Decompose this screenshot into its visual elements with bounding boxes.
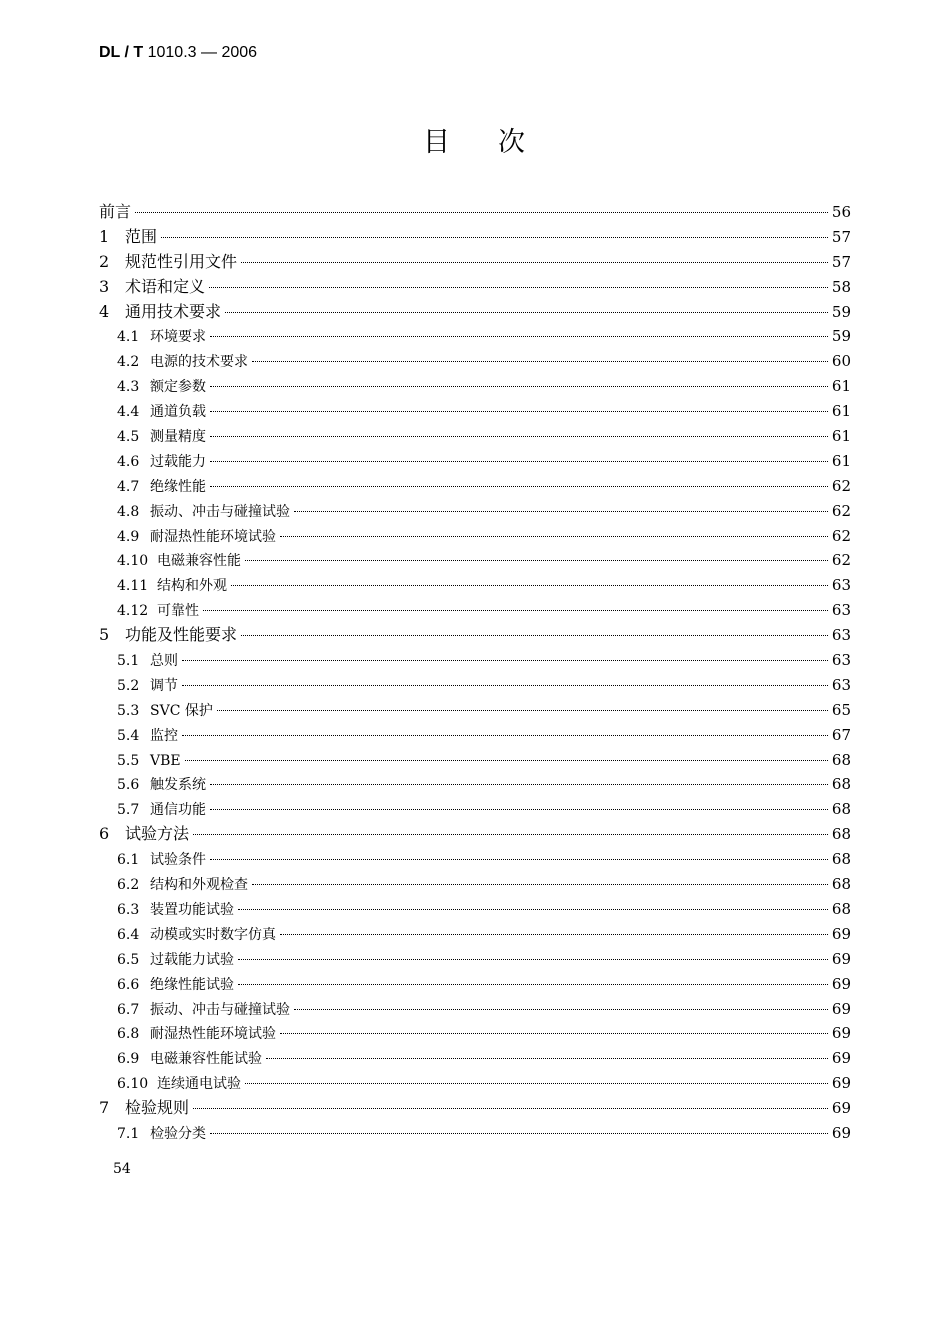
toc-entry-page: 68: [831, 899, 851, 918]
toc-entry-label: 监控: [150, 727, 178, 744]
toc-entry-label: 过载能力试验: [150, 951, 234, 968]
toc-entry-page: 57: [831, 252, 851, 271]
toc-dot-leader: [210, 386, 828, 387]
toc-entry-page: 60: [831, 352, 851, 371]
toc-entry-number: 7: [99, 1098, 110, 1118]
toc-entry[interactable]: [99, 1021, 851, 1046]
toc-entry-label: 连续通电试验: [157, 1076, 241, 1093]
toc-entry-page: 61: [831, 402, 851, 421]
toc-entry[interactable]: [99, 598, 851, 623]
toc-entry-label: SVC 保护: [150, 702, 213, 719]
toc-dot-leader: [161, 237, 828, 238]
toc-entry[interactable]: [99, 698, 851, 723]
toc-entry[interactable]: [99, 947, 851, 972]
toc-entry-page: 62: [831, 526, 851, 545]
toc-dot-leader: [252, 884, 828, 885]
toc-entry-page: 63: [831, 651, 851, 670]
toc-entry[interactable]: [99, 648, 851, 673]
toc-entry[interactable]: [99, 573, 851, 598]
page-title-char-1: 目: [423, 127, 452, 158]
toc-dot-leader: [210, 1133, 828, 1134]
toc-entry-page: 69: [831, 1123, 851, 1142]
toc-entry-number: 6.7: [117, 1001, 140, 1018]
toc-entry[interactable]: [99, 474, 851, 499]
toc-dot-leader: [238, 909, 828, 910]
toc-entry[interactable]: [99, 275, 851, 300]
toc-entry[interactable]: [99, 300, 851, 325]
toc-entry-label: 绝缘性能试验: [150, 976, 234, 993]
toc-entry-label: 耐湿热性能环境试验: [150, 1026, 276, 1043]
toc-entry[interactable]: [99, 623, 851, 648]
toc-entry-number: 6.8: [117, 1026, 140, 1043]
toc-entry[interactable]: [99, 772, 851, 797]
page-title: [0, 120, 950, 159]
toc-entry-number: 5.5: [117, 752, 140, 769]
toc-entry[interactable]: [99, 1121, 851, 1146]
toc-dot-leader: [185, 760, 828, 761]
toc-entry-number: 5.4: [117, 727, 140, 744]
toc-entry-page: 68: [831, 875, 851, 894]
toc-dot-leader: [210, 859, 828, 860]
toc-entry-number: 6.9: [117, 1051, 140, 1068]
toc-entry[interactable]: [99, 997, 851, 1022]
toc-entry-page: 56: [831, 203, 851, 221]
toc-entry-number: 4.4: [117, 404, 140, 421]
toc-entry-label: 通道负载: [150, 404, 206, 421]
toc-entry-number: 6.1: [117, 852, 140, 869]
toc-entry-page: 68: [831, 850, 851, 869]
toc-entry-number: 6: [99, 824, 110, 844]
toc-entry-label: 规范性引用文件: [125, 251, 238, 271]
toc-dot-leader: [182, 660, 828, 661]
toc-entry-number: 4.7: [117, 478, 140, 495]
toc-entry-number: 3: [99, 276, 110, 296]
toc-dot-leader: [294, 1009, 828, 1010]
toc-entry-page: 61: [831, 377, 851, 396]
toc-entry-page: 63: [831, 576, 851, 595]
toc-entry-label: 范围: [125, 226, 158, 246]
toc-entry[interactable]: [99, 250, 851, 275]
toc-entry-number: 7.1: [117, 1125, 140, 1142]
toc-entry-number: 5.7: [117, 802, 140, 819]
toc-entry-number: 4.1: [117, 329, 140, 346]
toc-entry-number: 6.6: [117, 976, 140, 993]
toc-entry-page: 68: [831, 800, 851, 819]
toc-entry[interactable]: [99, 822, 851, 847]
toc-dot-leader: [294, 511, 828, 512]
toc-entry-page: 59: [831, 302, 851, 321]
toc-entry-label: 环境要求: [150, 329, 206, 346]
toc-entry-page: 62: [831, 476, 851, 495]
table-of-contents: [99, 200, 851, 1146]
toc-entry-page: 57: [831, 227, 851, 246]
toc-entry-page: 69: [831, 1074, 851, 1093]
toc-dot-leader: [241, 262, 828, 263]
toc-entry[interactable]: [99, 399, 851, 424]
toc-dot-leader: [241, 635, 828, 636]
toc-entry[interactable]: [99, 1071, 851, 1096]
toc-entry-number: 6.10: [117, 1076, 149, 1093]
toc-entry-number: 4.6: [117, 453, 140, 470]
toc-entry-label: 通用技术要求: [125, 301, 222, 321]
toc-entry[interactable]: [99, 1096, 851, 1121]
toc-entry-label: 装置功能试验: [150, 901, 234, 918]
toc-dot-leader: [203, 610, 828, 611]
page-title-char-2: 次: [498, 127, 527, 158]
toc-dot-leader: [231, 585, 828, 586]
toc-entry-page: 65: [831, 700, 851, 719]
toc-entry[interactable]: [99, 324, 851, 349]
toc-entry-page: 69: [831, 1099, 851, 1118]
toc-entry-number: 6.5: [117, 951, 140, 968]
toc-dot-leader: [193, 834, 828, 835]
toc-entry-label: 通信功能: [150, 802, 206, 819]
toc-dot-leader: [280, 536, 828, 537]
toc-entry-label: 耐湿热性能环境试验: [150, 528, 276, 545]
toc-entry-number: 4: [99, 301, 110, 321]
toc-entry-number: 5: [99, 625, 110, 645]
toc-entry[interactable]: [99, 922, 851, 947]
toc-entry[interactable]: [99, 723, 851, 748]
toc-entry[interactable]: [99, 349, 851, 374]
toc-entry-page: 69: [831, 974, 851, 993]
toc-entry-page: 69: [831, 924, 851, 943]
toc-dot-leader: [135, 212, 828, 213]
toc-entry-label: 前言: [99, 202, 132, 221]
toc-entry-label: 调节: [150, 677, 178, 694]
toc-entry[interactable]: [99, 225, 851, 250]
toc-entry-label: 触发系统: [150, 777, 206, 794]
toc-entry[interactable]: [99, 374, 851, 399]
toc-dot-leader: [182, 685, 828, 686]
toc-entry-number: 4.8: [117, 503, 140, 520]
toc-entry-page: 61: [831, 427, 851, 446]
toc-entry-label: 振动、冲击与碰撞试验: [150, 503, 290, 520]
toc-dot-leader: [210, 784, 828, 785]
toc-entry-number: 4.3: [117, 379, 140, 396]
toc-entry[interactable]: [99, 200, 851, 225]
toc-entry-page: 69: [831, 949, 851, 968]
toc-dot-leader: [182, 735, 828, 736]
toc-entry-label: 结构和外观: [157, 578, 227, 595]
toc-entry-label: 电源的技术要求: [150, 354, 248, 371]
toc-entry-label: 试验条件: [150, 852, 206, 869]
toc-entry-page: 62: [831, 501, 851, 520]
toc-entry-label: 总则: [150, 653, 178, 670]
toc-entry-number: 4.2: [117, 354, 140, 371]
toc-entry-number: 4.5: [117, 429, 140, 446]
toc-entry-label: 检验规则: [125, 1098, 190, 1118]
toc-dot-leader: [209, 287, 828, 288]
toc-entry-number: 5.6: [117, 777, 140, 794]
toc-entry[interactable]: [99, 748, 851, 773]
toc-dot-leader: [210, 461, 828, 462]
toc-dot-leader: [210, 411, 828, 412]
toc-entry-label: 电磁兼容性能: [157, 553, 241, 570]
toc-entry-label: 振动、冲击与碰撞试验: [150, 1001, 290, 1018]
toc-entry-page: 63: [831, 601, 851, 620]
toc-entry[interactable]: [99, 548, 851, 573]
toc-dot-leader: [266, 1058, 828, 1059]
toc-dot-leader: [245, 1083, 828, 1084]
toc-entry[interactable]: [99, 449, 851, 474]
toc-entry-label: 结构和外观检查: [150, 877, 248, 894]
toc-entry-label: 动模或实时数字仿真: [150, 926, 276, 943]
toc-entry-label: 术语和定义: [125, 276, 206, 296]
toc-entry-page: 69: [831, 1024, 851, 1043]
toc-entry-label: 过载能力: [150, 453, 206, 470]
toc-entry-label: 可靠性: [157, 603, 199, 620]
toc-entry-label: 电磁兼容性能试验: [150, 1051, 262, 1068]
toc-entry-number: 4.10: [117, 553, 149, 570]
standard-code: [99, 44, 257, 62]
toc-entry-number: 4.11: [117, 578, 149, 595]
toc-entry-number: 4.9: [117, 528, 140, 545]
toc-entry-number: 2: [99, 251, 110, 271]
toc-entry[interactable]: [99, 673, 851, 698]
toc-entry-label: 额定参数: [150, 379, 206, 396]
toc-entry-label: 试验方法: [125, 824, 190, 844]
toc-entry[interactable]: [99, 872, 851, 897]
toc-entry-label: 测量精度: [150, 429, 206, 446]
toc-entry-page: 63: [831, 626, 851, 645]
toc-entry-page: 63: [831, 675, 851, 694]
toc-dot-leader: [280, 1033, 828, 1034]
toc-dot-leader: [225, 312, 828, 313]
toc-entry-label: 绝缘性能: [150, 478, 206, 495]
toc-entry-label: 检验分类: [150, 1125, 206, 1142]
toc-entry[interactable]: [99, 897, 851, 922]
toc-dot-leader: [238, 959, 828, 960]
toc-entry-label: 功能及性能要求: [125, 625, 238, 645]
toc-dot-leader: [193, 1108, 828, 1109]
toc-entry-number: 5.1: [117, 653, 140, 670]
toc-entry-number: 6.2: [117, 877, 140, 894]
toc-entry-number: 5.2: [117, 677, 140, 694]
page-number: 54: [113, 1161, 131, 1177]
toc-entry-label: VBE: [150, 752, 181, 769]
toc-dot-leader: [245, 560, 828, 561]
toc-dot-leader: [210, 336, 828, 337]
toc-entry-page: 68: [831, 775, 851, 794]
toc-dot-leader: [252, 361, 828, 362]
toc-dot-leader: [210, 436, 828, 437]
toc-entry-number: 6.3: [117, 901, 140, 918]
toc-entry[interactable]: [99, 499, 851, 524]
toc-dot-leader: [280, 934, 828, 935]
toc-entry[interactable]: [99, 1046, 851, 1071]
toc-entry[interactable]: [99, 972, 851, 997]
toc-dot-leader: [210, 486, 828, 487]
toc-entry[interactable]: [99, 847, 851, 872]
toc-entry[interactable]: [99, 424, 851, 449]
standard-code-number: 1010.3 — 2006: [147, 44, 258, 61]
toc-entry[interactable]: [99, 797, 851, 822]
toc-dot-leader: [217, 710, 828, 711]
standard-code-prefix: DL / T: [99, 44, 144, 61]
toc-entry-page: 68: [831, 750, 851, 769]
toc-entry[interactable]: [99, 524, 851, 549]
toc-entry-page: 68: [831, 825, 851, 844]
toc-entry-page: 67: [831, 725, 851, 744]
toc-entry-page: 69: [831, 999, 851, 1018]
toc-entry-number: 5.3: [117, 702, 140, 719]
toc-entry-page: 61: [831, 451, 851, 470]
toc-entry-page: 59: [831, 327, 851, 346]
toc-entry-number: 4.12: [117, 603, 149, 620]
toc-dot-leader: [238, 984, 828, 985]
toc-entry-page: 62: [831, 551, 851, 570]
toc-entry-number: 6.4: [117, 926, 140, 943]
toc-entry-page: 58: [831, 277, 851, 296]
toc-entry-number: 1: [99, 226, 110, 246]
toc-dot-leader: [210, 809, 828, 810]
toc-entry-page: 69: [831, 1049, 851, 1068]
